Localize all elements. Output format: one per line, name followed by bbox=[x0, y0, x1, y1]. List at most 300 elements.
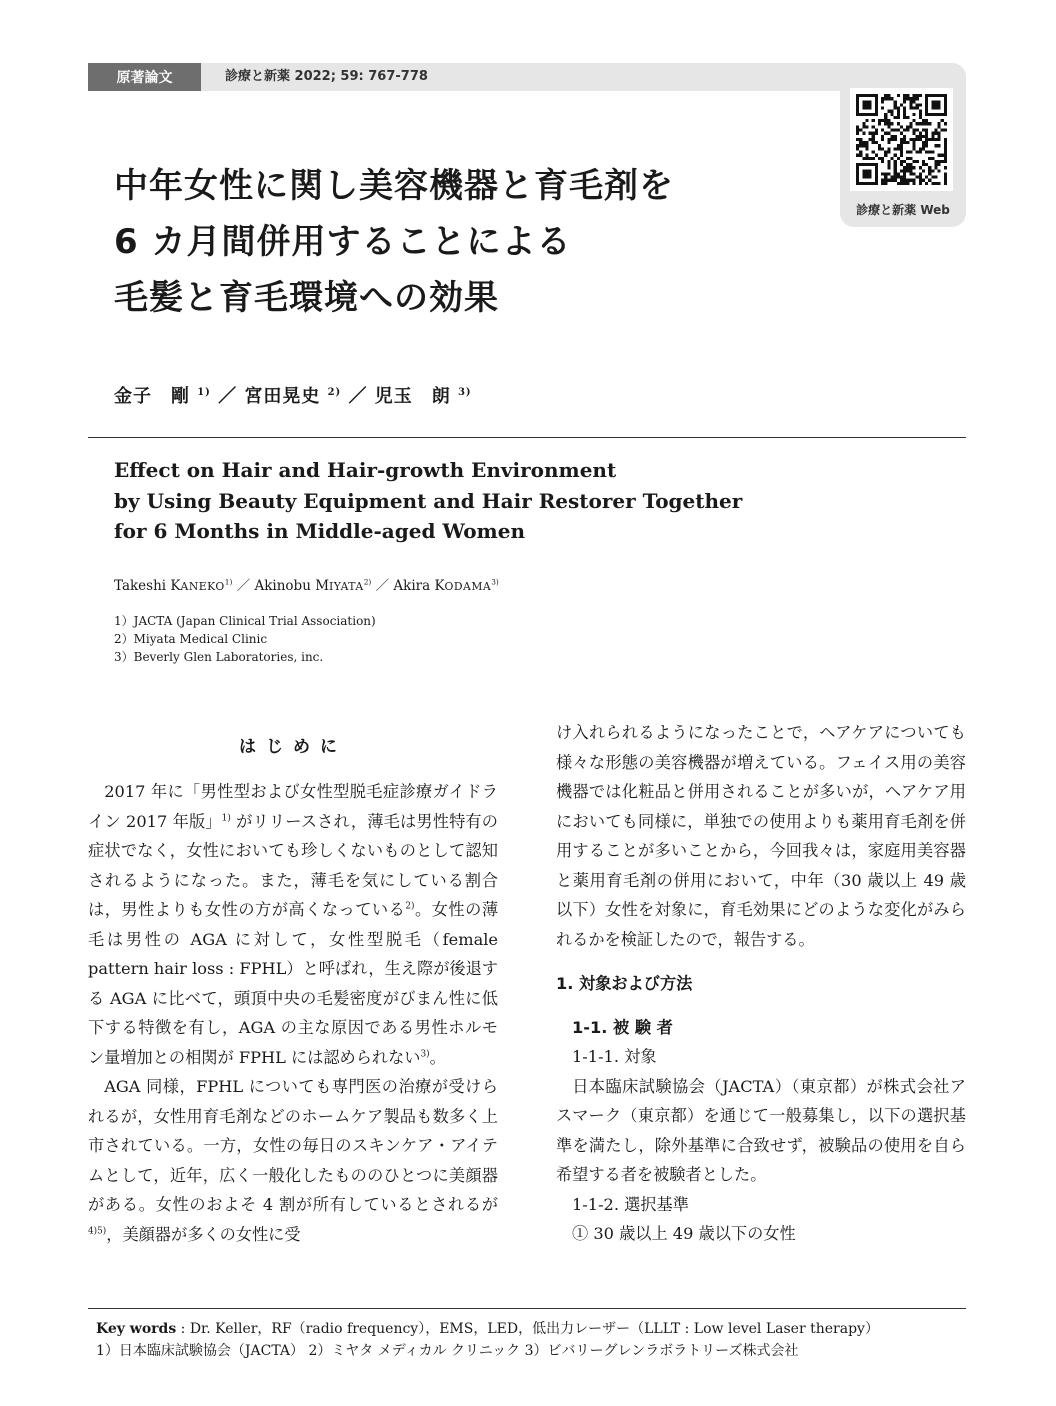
qr-module bbox=[944, 154, 947, 157]
qr-module bbox=[887, 110, 890, 113]
qr-module bbox=[928, 179, 931, 182]
qr-module bbox=[912, 97, 915, 100]
qr-module bbox=[919, 132, 922, 135]
header-band bbox=[88, 63, 966, 91]
qr-module bbox=[938, 138, 941, 141]
qr-module bbox=[856, 125, 859, 128]
qr-module bbox=[934, 160, 937, 163]
qr-module bbox=[875, 154, 878, 157]
qr-module bbox=[916, 97, 919, 100]
qr-module bbox=[938, 169, 941, 172]
author-affiliation-mark: 2) bbox=[363, 577, 372, 587]
qr-module bbox=[881, 119, 884, 122]
qr-module bbox=[887, 150, 890, 153]
qr-module bbox=[875, 129, 878, 132]
qr-module bbox=[862, 100, 871, 109]
qr-module bbox=[922, 169, 925, 172]
qr-module bbox=[919, 103, 922, 106]
qr-module bbox=[875, 141, 878, 144]
qr-module bbox=[903, 100, 906, 103]
citation-mark: 2) bbox=[405, 901, 415, 912]
qr-module bbox=[944, 150, 947, 153]
qr-module bbox=[938, 122, 941, 125]
qr-module bbox=[906, 169, 909, 172]
criteria-item: ① 30 歳以上 49 歳以下の女性 bbox=[572, 1224, 796, 1243]
qr-module bbox=[944, 179, 947, 182]
qr-module bbox=[906, 116, 909, 119]
qr-module bbox=[862, 144, 865, 147]
qr-module bbox=[900, 163, 903, 166]
qr-module bbox=[909, 150, 912, 153]
body-text: がリリースされ，薄毛は男性特有の症状でなく，女性においても珍しくないものとして認知されるようになった。また，薄毛を気にしている割合は，男性よりも女性の方が高くなっている bbox=[88, 811, 498, 919]
qr-module bbox=[931, 176, 934, 179]
qr-module bbox=[894, 154, 897, 157]
qr-module bbox=[859, 141, 862, 144]
qr-module bbox=[916, 103, 919, 106]
qr-module bbox=[934, 163, 937, 166]
author-last-name-initial: M bbox=[315, 578, 330, 594]
keywords-footer bbox=[96, 1318, 966, 1362]
qr-module bbox=[884, 97, 887, 100]
journal-citation: 診療と新薬 2022; 59: 767-778 bbox=[225, 69, 428, 84]
qr-module bbox=[934, 129, 937, 132]
qr-module bbox=[903, 94, 906, 97]
qr-module bbox=[856, 144, 859, 147]
qr-module bbox=[903, 129, 906, 132]
qr-module bbox=[944, 138, 947, 141]
qr-module bbox=[919, 122, 922, 125]
qr-module bbox=[903, 176, 906, 179]
qr-module bbox=[912, 107, 915, 110]
qr-module bbox=[909, 169, 912, 172]
qr-module bbox=[931, 132, 934, 135]
qr-module bbox=[906, 94, 909, 97]
qr-module bbox=[912, 147, 915, 150]
qr-module bbox=[928, 166, 931, 169]
qr-module bbox=[872, 135, 875, 138]
qr-module bbox=[897, 110, 900, 113]
qr-module bbox=[912, 179, 915, 182]
qr-module bbox=[906, 166, 909, 169]
qr-module bbox=[906, 97, 909, 100]
qr-module bbox=[909, 107, 912, 110]
affiliation-item: 2）Miyata Medical Clinic bbox=[114, 632, 268, 646]
japanese-authors bbox=[114, 382, 472, 408]
qr-module bbox=[903, 141, 906, 144]
qr-module bbox=[906, 125, 909, 128]
section-heading-methods: 1. 対象および方法 bbox=[556, 974, 693, 993]
qr-module bbox=[865, 141, 868, 144]
author-last-name-initial: K bbox=[170, 578, 181, 594]
qr-module bbox=[903, 135, 906, 138]
qr-module bbox=[925, 144, 928, 147]
qr-module bbox=[906, 163, 909, 166]
qr-module bbox=[891, 176, 894, 179]
qr-module bbox=[912, 166, 915, 169]
qr-module bbox=[872, 119, 875, 122]
qr-module bbox=[884, 179, 887, 182]
qr-module bbox=[934, 138, 937, 141]
qr-module bbox=[944, 122, 947, 125]
qr-module bbox=[931, 135, 934, 138]
qr-module bbox=[872, 157, 875, 160]
qr-module bbox=[891, 157, 894, 160]
qr-module bbox=[887, 141, 890, 144]
qr-module bbox=[894, 166, 897, 169]
qr-module bbox=[887, 147, 890, 150]
qr-module bbox=[878, 122, 881, 125]
keywords-line bbox=[96, 1318, 966, 1340]
qr-module bbox=[944, 176, 947, 179]
qr-module bbox=[941, 119, 944, 122]
author-last-name-rest: ODAMA bbox=[444, 580, 492, 593]
english-title-line: Effect on Hair and Hair-growth Environment bbox=[114, 458, 617, 482]
qr-module bbox=[887, 132, 890, 135]
qr-module bbox=[944, 147, 947, 150]
affiliations bbox=[114, 612, 376, 666]
qr-module bbox=[934, 166, 937, 169]
qr-module bbox=[919, 172, 922, 175]
qr-module bbox=[916, 160, 919, 163]
qr-module bbox=[891, 110, 894, 113]
author-first-name: Takeshi bbox=[114, 578, 167, 594]
qr-module bbox=[894, 163, 897, 166]
subsection-heading-subjects: 1-1. 被 験 者 bbox=[572, 1017, 673, 1037]
qr-module bbox=[862, 125, 865, 128]
qr-module bbox=[900, 176, 903, 179]
qr-module bbox=[897, 182, 900, 185]
qr-module bbox=[881, 97, 884, 100]
author-name: 児玉 朗 bbox=[374, 386, 451, 407]
qr-module bbox=[919, 116, 922, 119]
qr-module bbox=[938, 163, 941, 166]
author-last-name-initial: K bbox=[434, 578, 445, 594]
qr-module bbox=[900, 132, 903, 135]
author-first-name: Akinobu bbox=[254, 578, 311, 594]
qr-module bbox=[897, 129, 900, 132]
qr-module bbox=[928, 169, 931, 172]
qr-module bbox=[887, 97, 890, 100]
qr-module bbox=[859, 150, 862, 153]
qr-module bbox=[909, 103, 912, 106]
qr-module bbox=[925, 135, 928, 138]
qr-module bbox=[891, 122, 894, 125]
qr-module bbox=[938, 182, 941, 185]
qr-module bbox=[931, 157, 934, 160]
qr-module bbox=[878, 157, 881, 160]
qr-module bbox=[944, 157, 947, 160]
body-paragraph: け入れられるようになったことで，ヘアケアについても様々な形態の美容機器が増えている。フェイス用の美容機器では化粧品と併用されることが多いが，ヘアケア用においても同様に，単独での使用よりも薬用育毛剤を併用することが多いことから，今回我々は，家庭用美容器と薬用育毛剤の併用において，中年（30 歳以上 49 歳以下）女性を対象に，育毛効果にどのような変化がみられるかを検証したので，報告する。 bbox=[556, 723, 966, 949]
qr-module bbox=[887, 119, 890, 122]
qr-module bbox=[931, 182, 934, 185]
qr-code-icon[interactable] bbox=[850, 88, 953, 191]
qr-module bbox=[894, 169, 897, 172]
qr-module bbox=[865, 144, 868, 147]
qr-module bbox=[887, 138, 890, 141]
qr-module bbox=[916, 129, 919, 132]
qr-module bbox=[881, 107, 884, 110]
author-last-name-rest: IYATA bbox=[329, 580, 364, 593]
qr-module bbox=[891, 135, 894, 138]
author-first-name: Akira bbox=[393, 578, 431, 594]
qr-module bbox=[897, 116, 900, 119]
qr-module bbox=[878, 147, 881, 150]
citation-mark: 1) bbox=[221, 813, 231, 824]
qr-module bbox=[912, 94, 915, 97]
qr-module bbox=[941, 160, 944, 163]
qr-module bbox=[900, 179, 903, 182]
qr-module bbox=[941, 129, 944, 132]
qr-module bbox=[919, 150, 922, 153]
qr-module bbox=[894, 160, 897, 163]
qr-module bbox=[934, 176, 937, 179]
qr-module bbox=[891, 97, 894, 100]
qr-module bbox=[922, 129, 925, 132]
qr-module bbox=[925, 150, 928, 153]
qr-module bbox=[884, 116, 887, 119]
qr-module bbox=[912, 113, 915, 116]
qr-module bbox=[922, 135, 925, 138]
qr-module bbox=[894, 100, 897, 103]
qr-module bbox=[934, 182, 937, 185]
japanese-affiliations-line: 1）日本臨床試験協会（JACTA） 2）ミヤタ メディカル クリニック 3）ビバリーグレンラボラトリーズ株式会社 bbox=[96, 1343, 799, 1359]
qr-module bbox=[897, 176, 900, 179]
qr-module bbox=[884, 182, 887, 185]
qr-module bbox=[881, 160, 884, 163]
citation-mark: 3) bbox=[420, 1049, 430, 1060]
subsubsection-heading-target: 1-1-1. 対象 bbox=[572, 1047, 657, 1066]
qr-module bbox=[928, 157, 931, 160]
qr-module bbox=[884, 119, 887, 122]
qr-module bbox=[944, 129, 947, 132]
qr-module bbox=[909, 125, 912, 128]
qr-module bbox=[900, 160, 903, 163]
qr-caption: 診療と新薬 Web bbox=[856, 203, 950, 217]
qr-module bbox=[938, 135, 941, 138]
qr-module bbox=[894, 129, 897, 132]
qr-module bbox=[872, 150, 875, 153]
qr-module bbox=[887, 163, 890, 166]
qr-module bbox=[925, 182, 928, 185]
qr-module bbox=[875, 132, 878, 135]
qr-module bbox=[887, 125, 890, 128]
qr-module bbox=[938, 160, 941, 163]
author-separator: ／ bbox=[375, 578, 390, 594]
qr-module bbox=[944, 160, 947, 163]
qr-module bbox=[891, 138, 894, 141]
qr-module bbox=[919, 94, 922, 97]
qr-module bbox=[944, 182, 947, 185]
body-text: 。女性の薄毛は男性の AGA に対して，女性型脱毛（female pattern hair loss : FPHL）と呼ばれ，生え際が後退する AGA に比べて，頭頂中央の毛髪密度がびまん性に低下する特徴を有し，AGA の主な原因である男性ホルモン量増加との相関が FPHL には認められない bbox=[88, 900, 499, 1067]
qr-module bbox=[922, 119, 925, 122]
qr-panel bbox=[840, 63, 966, 227]
body-paragraph bbox=[88, 1072, 498, 1249]
qr-module bbox=[909, 97, 912, 100]
qr-module bbox=[906, 182, 909, 185]
qr-module bbox=[916, 122, 919, 125]
qr-module bbox=[928, 138, 931, 141]
qr-module bbox=[881, 172, 884, 175]
qr-module bbox=[912, 182, 915, 185]
qr-module bbox=[934, 132, 937, 135]
qr-module bbox=[862, 169, 871, 178]
author-name: 宮田晃史 bbox=[244, 386, 321, 407]
japanese-title bbox=[114, 158, 814, 326]
qr-module bbox=[884, 176, 887, 179]
qr-module bbox=[865, 154, 868, 157]
qr-module bbox=[900, 144, 903, 147]
qr-module bbox=[900, 150, 903, 153]
qr-module bbox=[869, 157, 872, 160]
qr-module bbox=[884, 150, 887, 153]
qr-module bbox=[903, 113, 906, 116]
qr-module bbox=[856, 129, 859, 132]
article-type-tag: 原著論文 bbox=[88, 63, 201, 91]
qr-code-graphic bbox=[856, 94, 947, 185]
qr-module bbox=[925, 163, 928, 166]
qr-module bbox=[900, 169, 903, 172]
qr-module bbox=[912, 100, 915, 103]
qr-module bbox=[894, 103, 897, 106]
qr-module bbox=[872, 125, 875, 128]
qr-module bbox=[919, 138, 922, 141]
qr-module bbox=[862, 122, 865, 125]
qr-module bbox=[919, 135, 922, 138]
qr-module bbox=[865, 147, 868, 150]
qr-module bbox=[909, 138, 912, 141]
qr-module bbox=[922, 147, 925, 150]
qr-module bbox=[919, 113, 922, 116]
qr-module bbox=[894, 179, 897, 182]
japanese-title-line: 6 カ月間併用することによる bbox=[114, 222, 572, 262]
qr-module bbox=[881, 179, 884, 182]
keywords-text: : Dr. Keller，RF（radio frequency），EMS，LED，低出力レーザー（LLLT : Low level Laser therapy） bbox=[176, 1321, 879, 1337]
title-divider bbox=[88, 437, 966, 438]
qr-module bbox=[909, 172, 912, 175]
qr-module bbox=[909, 179, 912, 182]
author-separator: ／ bbox=[348, 386, 368, 407]
qr-module bbox=[944, 144, 947, 147]
qr-module bbox=[906, 179, 909, 182]
qr-module bbox=[884, 154, 887, 157]
qr-module bbox=[944, 166, 947, 169]
qr-module bbox=[897, 144, 900, 147]
qr-module bbox=[931, 100, 940, 109]
qr-module bbox=[925, 119, 928, 122]
japanese-title-line: 中年女性に関し美容機器と育毛剤を bbox=[114, 166, 674, 206]
qr-module bbox=[916, 150, 919, 153]
qr-module bbox=[919, 179, 922, 182]
qr-module bbox=[919, 182, 922, 185]
qr-module bbox=[856, 138, 859, 141]
qr-module bbox=[872, 132, 875, 135]
qr-module bbox=[903, 107, 906, 110]
qr-module bbox=[887, 122, 890, 125]
qr-module bbox=[865, 125, 868, 128]
qr-module bbox=[922, 163, 925, 166]
qr-module bbox=[903, 138, 906, 141]
qr-module bbox=[916, 138, 919, 141]
qr-module bbox=[912, 172, 915, 175]
qr-module bbox=[894, 172, 897, 175]
author-affiliation-mark: 1) bbox=[224, 577, 233, 587]
qr-module bbox=[919, 176, 922, 179]
qr-module bbox=[897, 157, 900, 160]
author-affiliation-mark: 1) bbox=[197, 387, 211, 398]
qr-module bbox=[938, 132, 941, 135]
qr-module bbox=[919, 147, 922, 150]
qr-module bbox=[900, 138, 903, 141]
qr-module bbox=[916, 107, 919, 110]
qr-module bbox=[916, 135, 919, 138]
qr-module bbox=[887, 160, 890, 163]
qr-module bbox=[856, 132, 859, 135]
author-last-name-rest: ANEKO bbox=[180, 580, 225, 593]
affiliation-item: 1）JACTA (Japan Clinical Trial Association) bbox=[114, 614, 376, 628]
qr-module bbox=[865, 157, 868, 160]
qr-module bbox=[938, 144, 941, 147]
qr-module bbox=[878, 144, 881, 147]
qr-module bbox=[887, 179, 890, 182]
english-title-line: by Using Beauty Equipment and Hair Restorer Together bbox=[114, 488, 743, 513]
qr-module bbox=[859, 154, 862, 157]
qr-module bbox=[912, 132, 915, 135]
qr-module bbox=[894, 116, 897, 119]
qr-module bbox=[881, 100, 884, 103]
qr-module bbox=[884, 172, 887, 175]
qr-module bbox=[881, 157, 884, 160]
qr-module bbox=[903, 179, 906, 182]
body-text: ，美顔器が多くの女性に受 bbox=[106, 1224, 301, 1244]
author-affiliation-mark: 2) bbox=[327, 387, 342, 398]
qr-module bbox=[862, 157, 865, 160]
qr-module bbox=[897, 113, 900, 116]
qr-module bbox=[862, 141, 865, 144]
qr-module bbox=[881, 147, 884, 150]
body-paragraph: 日本臨床試験協会（JACTA）（東京都）が株式会社アスマーク（東京都）を通じて一般募集し，以下の選択基準を満たし，除外基準に合致せず，被験品の使用を自ら希望する者を被験者とした。 bbox=[556, 1076, 966, 1184]
qr-module bbox=[912, 129, 915, 132]
english-title bbox=[114, 455, 834, 547]
qr-module bbox=[881, 182, 884, 185]
author-separator: ／ bbox=[236, 578, 251, 594]
qr-module bbox=[928, 150, 931, 153]
qr-module bbox=[881, 135, 884, 138]
qr-module bbox=[934, 144, 937, 147]
qr-module bbox=[856, 154, 859, 157]
qr-module bbox=[903, 110, 906, 113]
qr-module bbox=[859, 129, 862, 132]
qr-module bbox=[903, 182, 906, 185]
qr-module bbox=[906, 157, 909, 160]
author-name: 金子 剛 bbox=[114, 386, 190, 407]
qr-module bbox=[922, 141, 925, 144]
qr-module bbox=[903, 97, 906, 100]
qr-module bbox=[894, 135, 897, 138]
qr-module bbox=[887, 172, 890, 175]
qr-module bbox=[878, 119, 881, 122]
qr-module bbox=[900, 154, 903, 157]
qr-module bbox=[897, 147, 900, 150]
qr-module bbox=[900, 147, 903, 150]
qr-module bbox=[909, 100, 912, 103]
qr-module bbox=[925, 132, 928, 135]
qr-module bbox=[897, 122, 900, 125]
qr-module bbox=[912, 160, 915, 163]
qr-module bbox=[928, 172, 931, 175]
qr-module bbox=[919, 166, 922, 169]
qr-module bbox=[881, 129, 884, 132]
qr-module bbox=[903, 169, 906, 172]
